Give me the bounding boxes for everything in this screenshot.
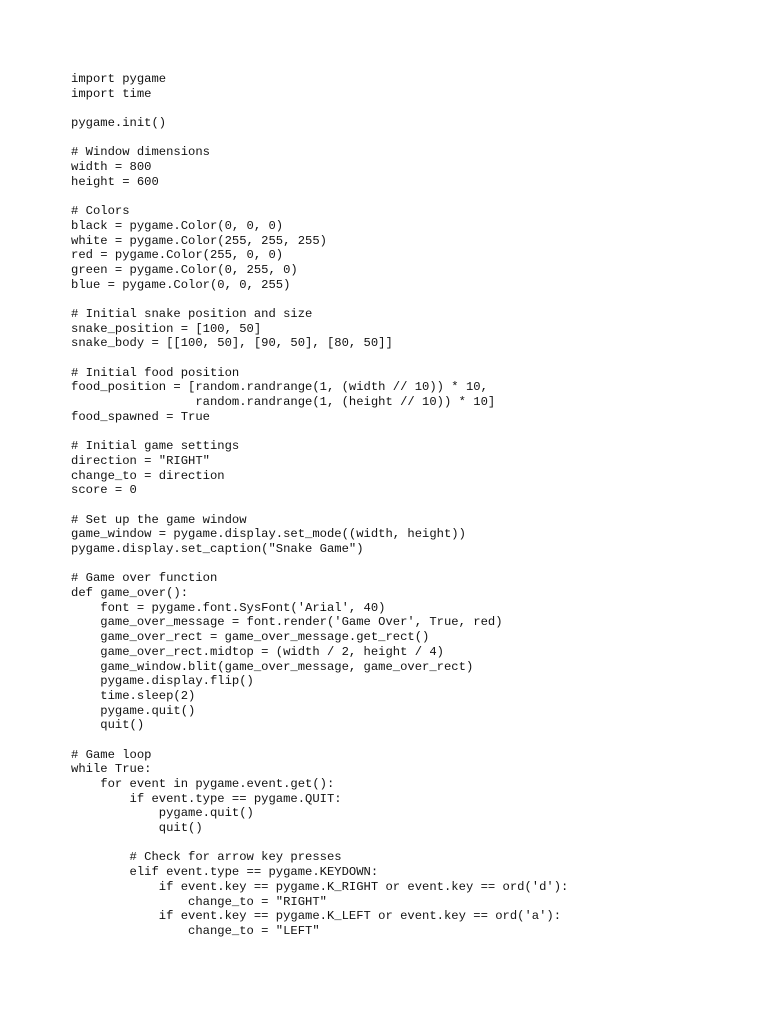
code-line: direction = "RIGHT" (71, 453, 210, 468)
code-line (71, 425, 568, 440)
code-line: green = pygame.Color(0, 255, 0) (71, 262, 298, 277)
code-line: # Window dimensions (71, 145, 210, 160)
code-line: elif event.type == pygame.KEYDOWN: (71, 865, 379, 880)
code-line: width = 800 (71, 160, 152, 175)
code-line: random.randrange(1, (height // 10)) * 10] (71, 395, 496, 410)
code-line: pygame.display.flip() (71, 674, 254, 689)
code-line (71, 836, 568, 851)
code-line: quit() (71, 718, 145, 733)
code-line: change_to = "RIGHT" (71, 894, 327, 909)
code-line: blue = pygame.Color(0, 0, 255) (71, 277, 291, 292)
code-line: if event.key == pygame.K_LEFT or event.key == ord('a'): (71, 909, 562, 924)
code-line: game_window.blit(game_over_message, game_over_rect) (71, 659, 474, 674)
code-line (71, 190, 568, 205)
code-line: quit() (71, 821, 203, 836)
code-line: for event in pygame.event.get(): (71, 777, 335, 791)
code-line: pygame.display.set_caption("Snake Game") (71, 542, 364, 556)
code-line: black = pygame.Color(0, 0, 0) (71, 218, 284, 233)
code-line (71, 101, 568, 116)
code-line: # Game loop (71, 747, 152, 762)
code-line: import time (71, 86, 152, 101)
code-line: font = pygame.font.SysFont('Arial', 40) (71, 600, 386, 615)
code-line: # Initial snake position and size (71, 307, 313, 321)
code-line (71, 498, 568, 513)
code-line: # Check for arrow key presses (71, 850, 342, 865)
code-line (71, 351, 568, 366)
code-line: game_over_rect.midtop = (width / 2, height / 4) (71, 644, 444, 659)
code-line: food_position = [random.randrange(1, (width // 10)) * 10, (71, 380, 488, 395)
code-line (71, 292, 568, 307)
code-line: pygame.quit() (71, 806, 254, 821)
code-line: snake_position = [100, 50] (71, 321, 262, 336)
code-line: red = pygame.Color(255, 0, 0) (71, 248, 284, 263)
code-line: pygame.init() (71, 116, 167, 131)
code-listing (71, 72, 568, 939)
code-line: # Initial game settings (71, 439, 240, 454)
code-line (71, 131, 568, 146)
code-line: game_over_message = font.render('Game Over', True, red) (71, 615, 503, 630)
code-line: game_window = pygame.display.set_mode((width, height)) (71, 527, 466, 542)
code-line: height = 600 (71, 174, 159, 189)
code-line: change_to = direction (71, 468, 225, 483)
code-line: # Set up the game window (71, 512, 247, 527)
code-line: time.sleep(2) (71, 688, 196, 703)
code-line (71, 733, 568, 748)
code-line: snake_body = [[100, 50], [90, 50], [80, 50]] (71, 336, 393, 351)
code-line: # Initial food position (71, 365, 240, 380)
code-line: score = 0 (71, 483, 137, 498)
code-line: def game_over(): (71, 586, 189, 601)
code-line: import pygame (71, 72, 167, 86)
code-line: if event.key == pygame.K_RIGHT or event.key == ord('d'): (71, 879, 569, 894)
code-line: if event.type == pygame.QUIT: (71, 791, 342, 806)
code-line (71, 557, 568, 572)
code-line: white = pygame.Color(255, 255, 255) (71, 233, 327, 248)
code-line: game_over_rect = game_over_message.get_rect() (71, 630, 430, 645)
code-line: food_spawned = True (71, 409, 210, 424)
code-line: # Game over function (71, 571, 218, 586)
code-line: # Colors (71, 204, 130, 219)
code-line: pygame.quit() (71, 703, 196, 718)
code-line: change_to = "LEFT" (71, 923, 320, 938)
code-line: while True: (71, 762, 152, 777)
